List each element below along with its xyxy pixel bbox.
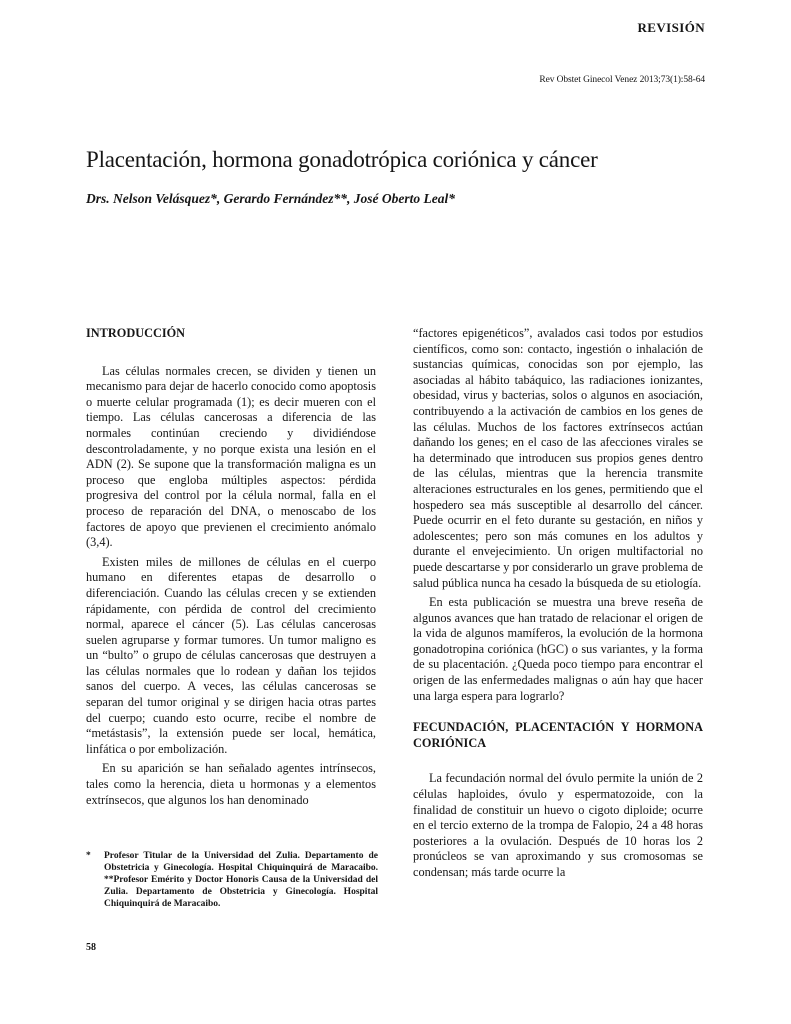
section-heading-fecundacion: FECUNDACIÓN, PLACENTACIÓN Y HORMONA CORIÓNICA	[413, 720, 703, 750]
author-footnote	[86, 850, 378, 910]
page-number: 58	[86, 942, 96, 953]
left-column	[86, 326, 376, 808]
paragraph: En esta publicación se muestra una breve reseña de algunos avances que han tratado de relacionar el origen de la vida de algunos mamíferos, la evolución de la hormona gonadotropina coriónica (hGC) o sus variantes, y la forma de su placentación. ¿Queda poco tiempo para encontrar el origen de las enfermedades malignas o aún hay que hacer una larga espera para lograrlo?	[413, 595, 703, 703]
paragraph: Las células normales crecen, se dividen y tienen un mecanismo para dejar de hacerlo conocido como apoptosis o muerte celular programada (1); es decir mueren con el tiempo. Las células cancerosas a diferencia de las normales continúan creciendo y dividiéndose descontroladamente, y no porque exista una lesión en el ADN (2). Se supone que la transformación maligna es un proceso que engloba múltiples aspectos: pérdida progresiva del control por la célula normal, falla en el proceso de reparación del DNA, o menoscabo de los factores de apoyo que previenen el crecimiento anómalo (3,4).	[86, 363, 376, 550]
article-authors: Drs. Nelson Velásquez*, Gerardo Fernández**, José Oberto Leal*	[86, 191, 456, 206]
paragraph: Existen miles de millones de células en el cuerpo humano en diferentes etapas de desarrollo o diferenciación. Cuando las células crecen y se extienden rápidamente, con pérdida de control del crecimiento normal, aparece el cáncer (5). Las células cancerosas suelen agruparse y formar tumores. Un tumor maligno es un “bulto” o grupo de células cancerosas que destruyen a las células normales que lo rodean y dañan los tejidos sanos del cuerpo. A veces, las células cancerosas se separan del tumor original y se dirigen hacia otras partes del cuerpo; cuando esto ocurre, recibe el nombre de “metástasis”, la extensión puede ser local, hemática, linfática o por embolización.	[86, 554, 376, 756]
paragraph: En su aparición se han señalado agentes intrínsecos, tales como la herencia, dieta u hormonas y a elementos extrínsecos, que algunos los han denominado	[86, 761, 376, 807]
right-column	[413, 326, 703, 881]
footnote-marker: *	[86, 851, 91, 861]
paragraph: “factores epigenéticos”, avalados casi todos por estudios científicos, como son: contacto, ingestión o inhalación de sustancias químicas, conocidas son por ejemplo, las asociadas al hábito tabáquico, las radiaciones ionizantes, obesidad, virus y bacterias, solos o algunos en asociación, contribuyendo a la activación de cambios en los genes de las células. Muchos de los factores extrínsecos actúan dañando los genes; en el caso de las afecciones virales se ha determinado que introducen sus propios genes dentro de las células, mientras que la herencia transmite alteraciones estructurales en los genes, permitiendo que el hospedero sea más susceptible al desarrollo del cáncer. Puede ocurrir en el feto durante su gestación, en niños y adolescentes; pero son más comunes en los adultos y durante el envejecimiento. Un origen multifactorial no puede descartarse y por considerarlo un grave problema de salud pública nunca ha cesado la búsqueda de su etiología.	[413, 326, 703, 590]
journal-citation: Rev Obstet Ginecol Venez 2013;73(1):58-64	[539, 75, 705, 85]
footnote-text: Profesor Titular de la Universidad del Zulia. Departamento de Obstetricia y Ginecología. Hospital Chiquinquirá de Maracaibo. **Profesor Emérito y Doctor Honoris Causa de la Universidad del Zulia. Departamento de Obstetricia y Ginecología. Hospital Chiquinquirá de Maracaibo.	[104, 851, 378, 909]
section-heading-introduccion: INTRODUCCIÓN	[86, 326, 186, 340]
section-label: REVISIÓN	[637, 20, 705, 35]
paragraph: La fecundación normal del óvulo permite la unión de 2 células haploides, óvulo y espermatozoide, con la finalidad de constituir un huevo o cigoto diploide; ocurre en el tercio externo de la trompa de Falopio, 24 a 48 horas posteriores a la ovulación. Después de 10 horas los 2 pronúcleos se van aproximando y sus cromosomas se condensan; más tarde ocurre la	[413, 771, 703, 879]
article-title: Placentación, hormona gonadotrópica coriónica y cáncer	[86, 147, 598, 172]
